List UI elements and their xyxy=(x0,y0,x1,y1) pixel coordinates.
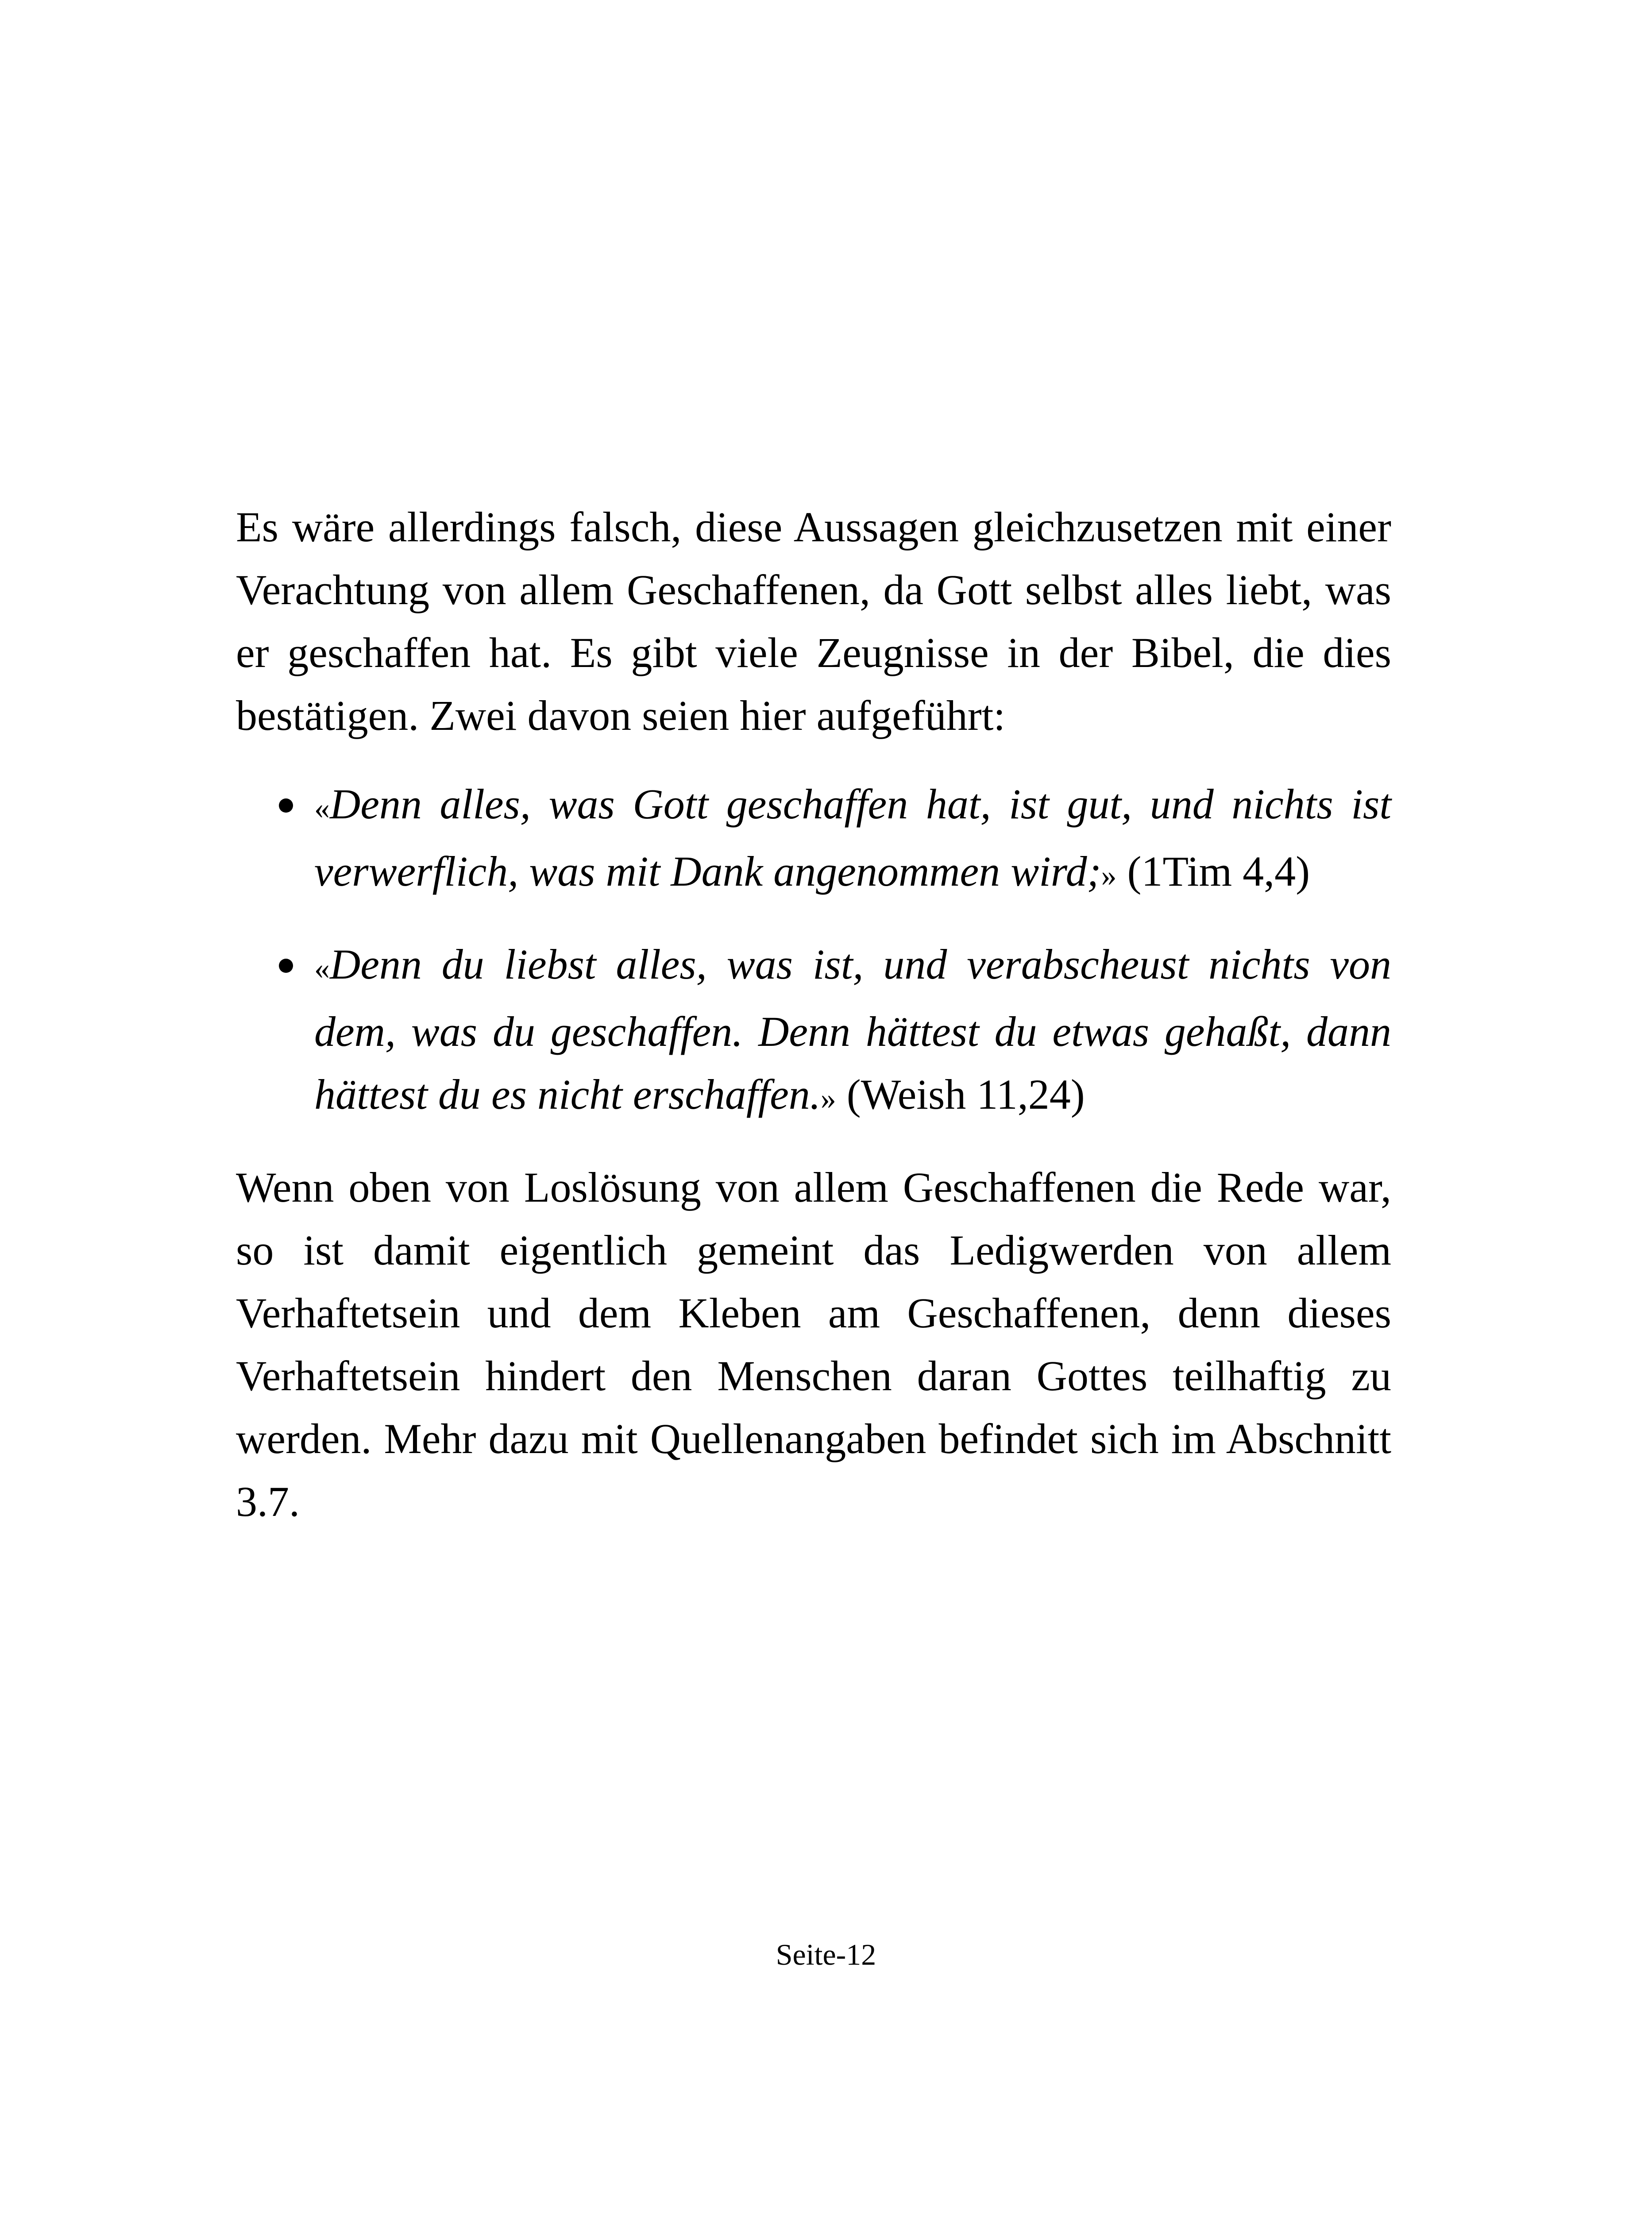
body-text xyxy=(236,496,1391,1533)
bible-quote: Denn du liebst alles, was ist, und verabscheust nichts von dem, was du geschaffen. Denn hättest du etwas gehaßt, dann hättest du es nicht erschaffen. xyxy=(314,941,1391,1118)
bullet-icon xyxy=(279,959,293,973)
open-quote-mark: « xyxy=(314,791,330,825)
open-quote-mark: « xyxy=(314,952,330,986)
closing-paragraph: Wenn oben von Loslösung von allem Geschaffenen die Rede war, so ist damit eigentlich gemeint das Ledigwerden von allem Verhaftetsein und dem Kleben am Geschaffenen, denn dieses Verhaftetsein hindert den Menschen daran Gottes teilhaftig zu werden. Mehr dazu mit Quellenangaben befindet sich im Abschnitt 3.7. xyxy=(236,1164,1391,1525)
close-quote-mark: » xyxy=(820,1082,836,1116)
close-quote-mark: » xyxy=(1101,859,1117,893)
list-item xyxy=(236,773,1391,907)
quote-list xyxy=(236,773,1391,1130)
bible-quote: Denn alles, was Gott geschaffen hat, ist gut, und nichts ist verwerflich, was mit Dank angenommen wird; xyxy=(314,780,1391,895)
intro-paragraph: Es wäre allerdings falsch, diese Aussagen gleichzusetzen mit einer Verachtung von allem Geschaffenen, da Gott selbst alles liebt, was er geschaffen hat. Es gibt viele Zeugnisse in der Bibel, die dies bestätigen. Zwei davon seien hier aufgeführt: xyxy=(236,503,1391,739)
list-item xyxy=(236,933,1391,1130)
page-number: Seite-12 xyxy=(776,1938,876,1971)
bullet-icon xyxy=(279,798,293,813)
bible-reference: (Weish 11,24) xyxy=(846,1071,1085,1118)
bible-reference: (1Tim 4,4) xyxy=(1127,848,1310,895)
